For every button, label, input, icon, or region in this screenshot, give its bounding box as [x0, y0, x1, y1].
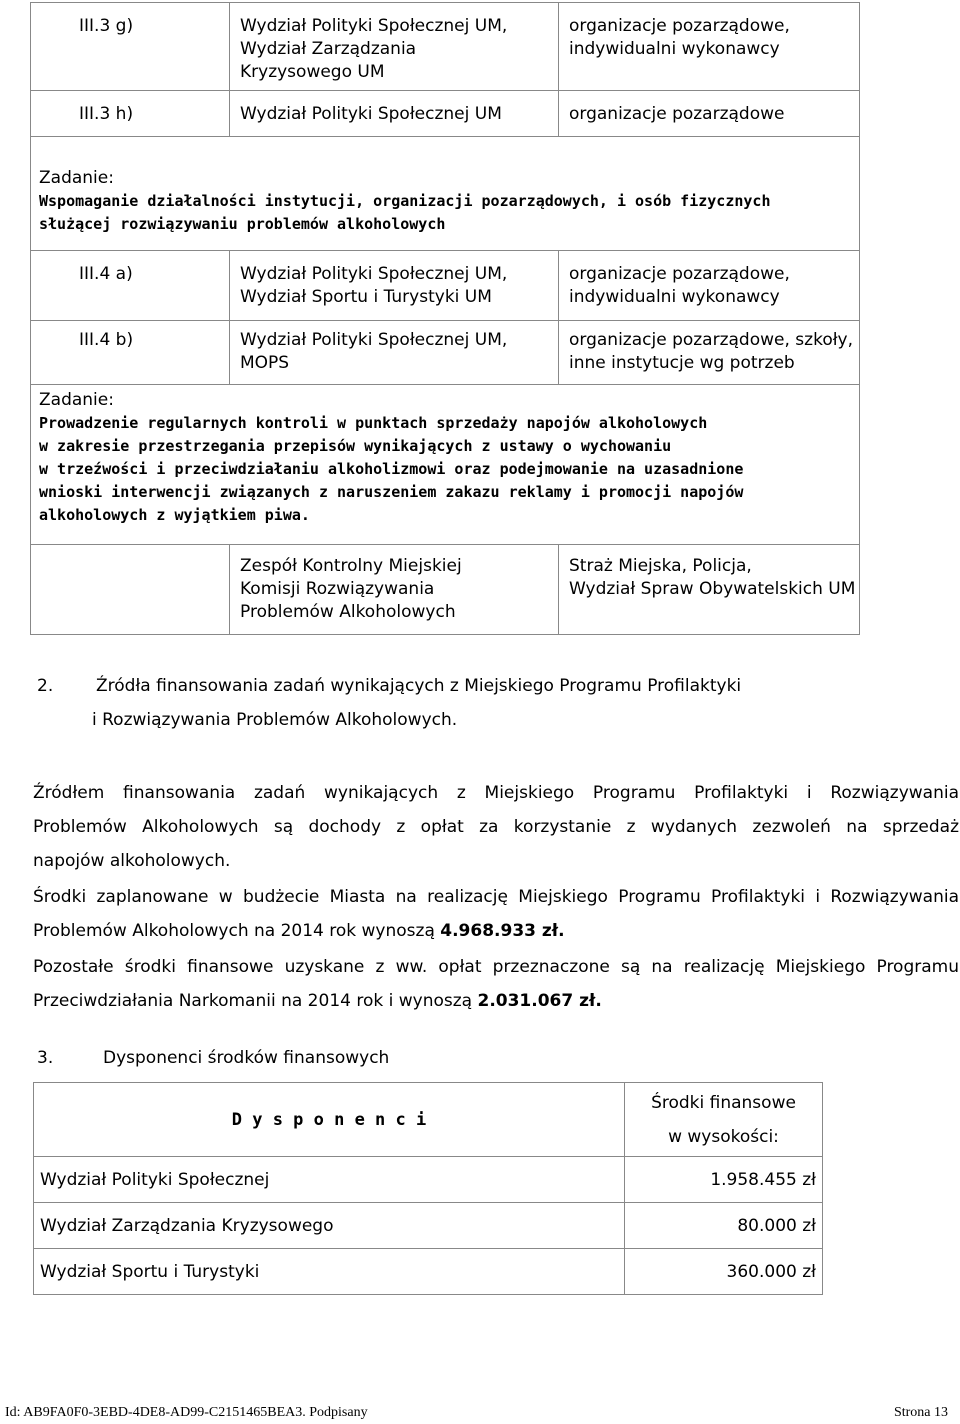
- paragraph-line: Problemów Alkoholowych na 2014 rok wynoszą 4.968.933 zł.: [33, 921, 565, 941]
- paragraph-line: Przeciwdziałania Narkomanii na 2014 rok i wynoszą 2.031.067 zł.: [33, 991, 602, 1011]
- table-row: [31, 91, 860, 137]
- responsible-unit: Wydział Polityki Społecznej UM, Wydział Zarządzania Kryzysowego UM: [230, 3, 559, 91]
- responsible-unit: Wydział Polityki Społecznej UM: [230, 91, 559, 137]
- responsible-unit: Zespół Kontrolny Miejskiej Komisji Rozwiązywania Problemów Alkoholowych: [230, 545, 559, 635]
- table-row: [34, 1249, 823, 1295]
- paragraph-line: Pozostałe środki finansowe uzyskane z ww. opłat przeznaczone są na realizację Miejskiego Programu: [33, 957, 959, 977]
- unit-amount: 1.958.455 zł: [625, 1157, 823, 1203]
- table-row: [31, 545, 860, 635]
- unit-name: Wydział Zarządzania Kryzysowego: [34, 1203, 625, 1249]
- tasks-table: [30, 2, 860, 635]
- partners: organizacje pozarządowe, szkoły, inne instytucje wg potrzeb: [559, 321, 860, 385]
- unit-amount: 360.000 zł: [625, 1249, 823, 1295]
- task-number: III.4 b): [31, 321, 230, 385]
- paragraph-line: Problemów Alkoholowych są dochody z opłat za korzystanie z wydanych zezwoleń na sprzedaż: [33, 817, 959, 837]
- task-description-row: [31, 385, 860, 545]
- task-description-row: [31, 137, 860, 251]
- funds-table: [33, 1082, 823, 1295]
- partners: organizacje pozarządowe, indywidualni wykonawcy: [559, 251, 860, 321]
- paragraph-line: napojów alkoholowych.: [33, 851, 231, 871]
- table-row: [31, 3, 860, 91]
- table-row: [31, 251, 860, 321]
- partners: organizacje pozarządowe, indywidualni wykonawcy: [559, 3, 860, 91]
- section-heading: Źródła finansowania zadań wynikających z Miejskiego Programu Profilaktyki: [96, 676, 742, 696]
- table-row: [31, 321, 860, 385]
- unit-name: Wydział Sportu i Turystyki: [34, 1249, 625, 1295]
- amount: 4.968.933 zł.: [440, 921, 565, 941]
- partners: Straż Miejska, Policja, Wydział Spraw Obywatelskich UM: [559, 545, 860, 635]
- amount: 2.031.067 zł.: [477, 991, 602, 1011]
- column-header-amount: Środki finansowe w wysokości:: [625, 1083, 823, 1157]
- task-number: III.3 g): [31, 3, 230, 91]
- table-header-row: [34, 1083, 823, 1157]
- unit-name: Wydział Polityki Społecznej: [34, 1157, 625, 1203]
- task-number: III.4 a): [31, 251, 230, 321]
- responsible-unit: Wydział Polityki Społecznej UM, MOPS: [230, 321, 559, 385]
- task-description: Zadanie: Wspomaganie działalności instytucji, organizacji pozarządowych, i osób fizycznych służącej rozwiązywaniu problemów alkoholowych: [31, 137, 860, 251]
- section-heading: Dysponenci środków finansowych: [103, 1048, 390, 1068]
- partners: organizacje pozarządowe: [559, 91, 860, 137]
- responsible-unit: Wydział Polityki Społecznej UM, Wydział Sportu i Turystyki UM: [230, 251, 559, 321]
- section-number: 3.: [37, 1048, 54, 1068]
- section-number: 2.: [37, 676, 54, 696]
- page-number: Strona 13: [893, 1405, 948, 1420]
- unit-amount: 80.000 zł: [625, 1203, 823, 1249]
- column-header-dysponenci: D y s p o n e n c i: [34, 1083, 625, 1157]
- table-row: [34, 1157, 823, 1203]
- section-heading-cont: i Rozwiązywania Problemów Alkoholowych.: [92, 710, 458, 730]
- task-number: III.3 h): [31, 91, 230, 137]
- paragraph-line: Źródłem finansowania zadań wynikających z Miejskiego Programu Profilaktyki i Rozwiązywania: [33, 783, 959, 803]
- task-description: Zadanie: Prowadzenie regularnych kontroli w punktach sprzedaży napojów alkoholowych w zakresie przestrzegania przepisów wynikających z ustawy o wychowaniu w trzeźwości i przeciwdziałaniu alkoholizmowi oraz podejmowanie na uzasadnione wnioski interwencji związanych z naruszeniem zakazu reklamy i promocji napojów alkoholowych z wyjątkiem piwa.: [31, 385, 860, 545]
- table-row: [34, 1203, 823, 1249]
- paragraph-line: Środki zaplanowane w budżecie Miasta na realizację Miejskiego Programu Profilaktyki i Rozwiązywania: [33, 887, 959, 907]
- document-id: Id: AB9FA0F0-3EBD-4DE8-AD99-C2151465BEA3. Podpisany: [5, 1405, 368, 1420]
- task-number: [31, 545, 230, 635]
